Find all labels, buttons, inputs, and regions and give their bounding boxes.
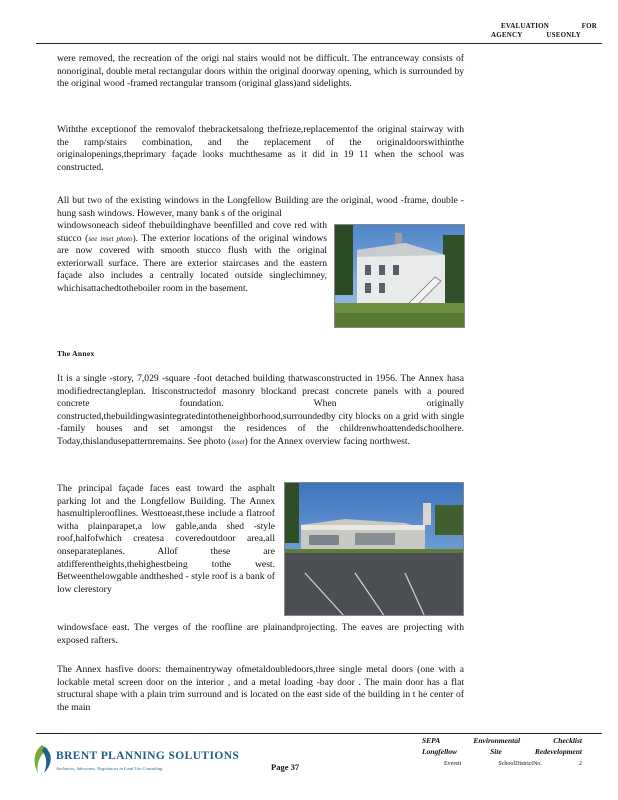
header-for: FOR bbox=[581, 22, 597, 30]
paragraph-windows-intro: All but two of the existing windows in the Longfellow Building are the original, wood -frame, double -hung sash windows. However, many bank s of the original bbox=[57, 195, 464, 219]
annex-inset-note: inset bbox=[231, 437, 245, 446]
footer-redevelopment: Redevelopment bbox=[534, 746, 582, 756]
footer-environmental: Environmental bbox=[473, 736, 521, 745]
paragraph-annex-overview bbox=[57, 373, 464, 449]
annex-heading: The Annex bbox=[57, 349, 95, 358]
annex-text-start: It is a single -story, 7,029 -square -foot detached building thatwasconstructed in 1956. The Annex hasa modifiedrectangleplan. Itisconstructedof masonry blockand precast concrete panels with a poured concrete foundation. When originally constructed,thebuildingwasintegratedintotheneighborhood,surroundedby city blocks on a grid with single -family houses and set amongst the residences of the childrenwhoattendedschoolhere. Today,thislandusepatternremains. See photo ( bbox=[57, 373, 464, 447]
footer-checklist: Checklist bbox=[553, 736, 582, 745]
header-rule bbox=[36, 43, 602, 44]
footer-longfellow: Longfellow bbox=[422, 746, 457, 756]
brand-tagline: Architects, Advocates, Negotiators in Land Use Consulting bbox=[56, 766, 163, 771]
footer-rule bbox=[36, 733, 602, 734]
paragraph-clerestory: windowsface east. The verges of the roofline are plainandprojecting. The eaves are projecting with exposed rafters. bbox=[57, 622, 464, 646]
windows-text-start: windowsoneach sideof thebuildinghave beenfilled and cove red with stucco ( bbox=[57, 220, 327, 244]
annex-building-photo bbox=[284, 482, 464, 616]
logo-mark-icon bbox=[28, 741, 58, 777]
footer-site: Site bbox=[490, 746, 502, 756]
paragraph-principal-facade: The principal façade faces east toward the asphalt parking lot and the Longfellow Building. The Annex hasmultiplerooflines. Westtoeast,these include a flatroof witha plainparapet,a low gable,anda shed -style roof,halfofwhich createsa coveredoutdoor area,all onseparateplanes. Allof these are atdifferentheights,thehighestbeing tothe west. Betweenthelowgable andtheshed - style roof is a bank of low clerestory bbox=[57, 483, 275, 595]
footer-district: SchoolDistrictNo. bbox=[498, 761, 542, 767]
inset-photo-note: see inset photo bbox=[88, 234, 133, 243]
paragraph-entranceway: were removed, the recreation of the origi nal stairs would not be difficult. The entranceway consists of nonoriginal, double metal rectangular doors within the original doorway opening, which is surrounded by the original wood -framed rectangular transom (original glass)and sidelights. bbox=[57, 53, 464, 90]
brand-name: BRENT PLANNING SOLUTIONS bbox=[56, 750, 240, 762]
footer-sepa: SEPA bbox=[422, 736, 441, 745]
paragraph-facade: Withthe exceptionof the removalof thebracketsalong thefrieze,replacementof the original stairway with the ramp/stairs combination, and the replacement of the originaldoorswithinthe originalopenings,theprimary façade looks muchthesame as it did in 19 11 when the school was constructed. bbox=[57, 124, 464, 173]
page-number: Page 37 bbox=[271, 762, 300, 772]
header-evaluation: EVALUATION bbox=[501, 22, 550, 30]
header-agency: AGENCY bbox=[491, 31, 523, 39]
document-title-block bbox=[422, 736, 582, 770]
paragraph-annex-doors: The Annex hasfive doors: themainentryway ofmetaldoubledoors,three single metal doors (one with a lockable metal screen door on the interior , and a metal loading -bay door . The main door has a flat structural shape with a plain trim surround and is located on the east side of the building in t he center of the main bbox=[57, 664, 464, 713]
windows-text-end: ). The exterior locations of the original windows are now covered with smooth stucco flush with the original exteriorwall surface. There are exterior staircases and the eastern façade also includes a centrally located outside singlechimney, whichisattachedtotheboiler room in the basement. bbox=[57, 232, 327, 294]
footer-everett: Everett bbox=[444, 761, 462, 767]
longfellow-building-image bbox=[335, 225, 465, 328]
paragraph-windows-detail bbox=[57, 220, 327, 296]
header-use-only: USEONLY bbox=[546, 31, 581, 39]
annex-building-image bbox=[285, 483, 464, 616]
agency-use-header bbox=[487, 22, 597, 40]
longfellow-building-photo bbox=[334, 224, 465, 328]
annex-text-end: ) for the Annex overview facing northwest. bbox=[244, 435, 410, 447]
footer-district-no: 2 bbox=[578, 761, 582, 767]
